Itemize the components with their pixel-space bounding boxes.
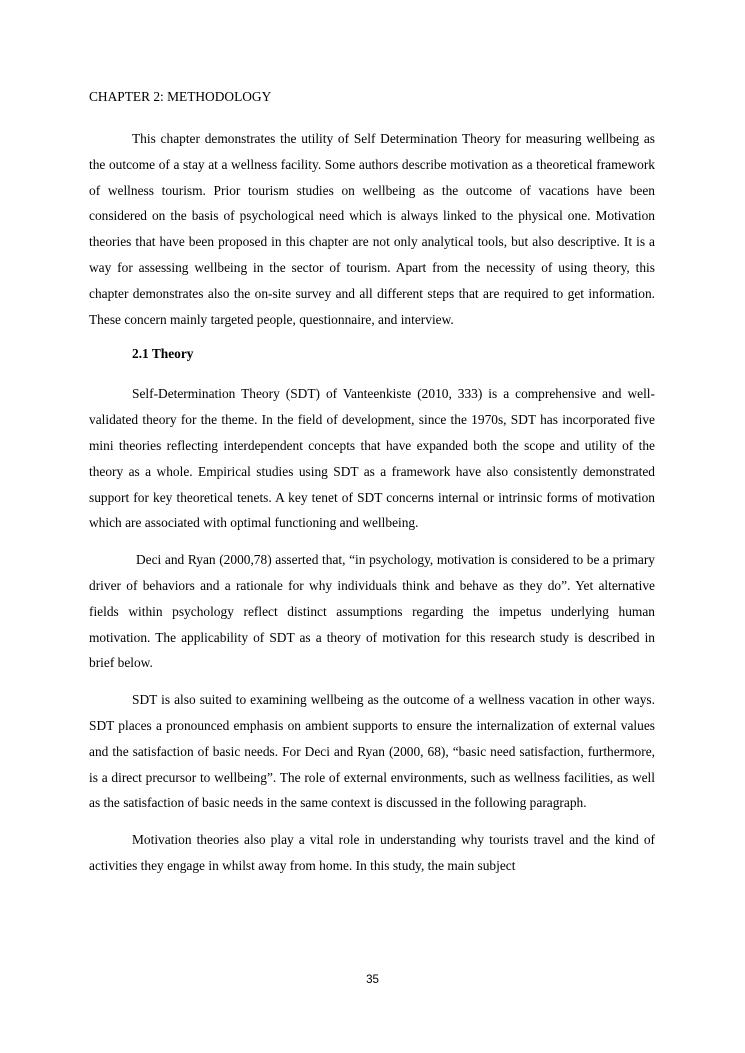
document-page bbox=[89, 86, 655, 890]
body-paragraph: SDT is also suited to examining wellbeing as the outcome of a wellness vacation in other ways. SDT places a pronounced emphasis on ambient supports to ensure the internalization of external values and the satisfaction of basic needs. For Deci and Ryan (2000, 68), “basic need satisfaction, furthermore, is a direct precursor to wellbeing”. The role of external environments, such as wellness facilities, as well as the satisfaction of basic needs in the same context is discussed in the following paragraph. bbox=[89, 692, 655, 811]
body-paragraph: Deci and Ryan (2000,78) asserted that, “in psychology, motivation is considered to be a primary driver of behaviors and a rationale for why individuals think and behave as they do”. Yet alternative fields within psychology reflect distinct assumptions regarding the impetus underlying human motivation. The applicability of SDT as a theory of motivation for this research study is described in brief below. bbox=[89, 552, 655, 671]
intro-paragraph: This chapter demonstrates the utility of Self Determination Theory for measuring wellbeing as the outcome of a stay at a wellness facility. Some authors describe motivation as a theoretical framework of wellness tourism. Prior tourism studies on wellbeing as the outcome of vacations have been considered on the basis of psychological need which is always linked to the physical one. Motivation theories that have been proposed in this chapter are not only analytical tools, but also descriptive. It is a way for assessing wellbeing in the sector of tourism. Apart from the necessity of using theory, this chapter demonstrates also the on-site survey and all different steps that are required to get information. These concern mainly targeted people, questionnaire, and interview. bbox=[89, 131, 655, 327]
body-paragraph: Self-Determination Theory (SDT) of Vanteenkiste (2010, 333) is a comprehensive and well-validated theory for the theme. In the field of development, since the 1970s, SDT has incorporated five mini theories reflecting interdependent concepts that have expanded both the scope and utility of the theory as a whole. Empirical studies using SDT as a framework have also consistently demonstrated support for key theoretical tenets. A key tenet of SDT concerns internal or intrinsic forms of motivation which are associated with optimal functioning and wellbeing. bbox=[89, 386, 655, 531]
chapter-title: CHAPTER 2: METHODOLOGY bbox=[89, 89, 272, 104]
section-heading: 2.1 Theory bbox=[132, 346, 194, 362]
body-paragraph: Motivation theories also play a vital role in understanding why tourists travel and the kind of activities they engage in whilst away from home. In this study, the main subject bbox=[89, 832, 655, 873]
page-number: 35 bbox=[366, 974, 379, 986]
